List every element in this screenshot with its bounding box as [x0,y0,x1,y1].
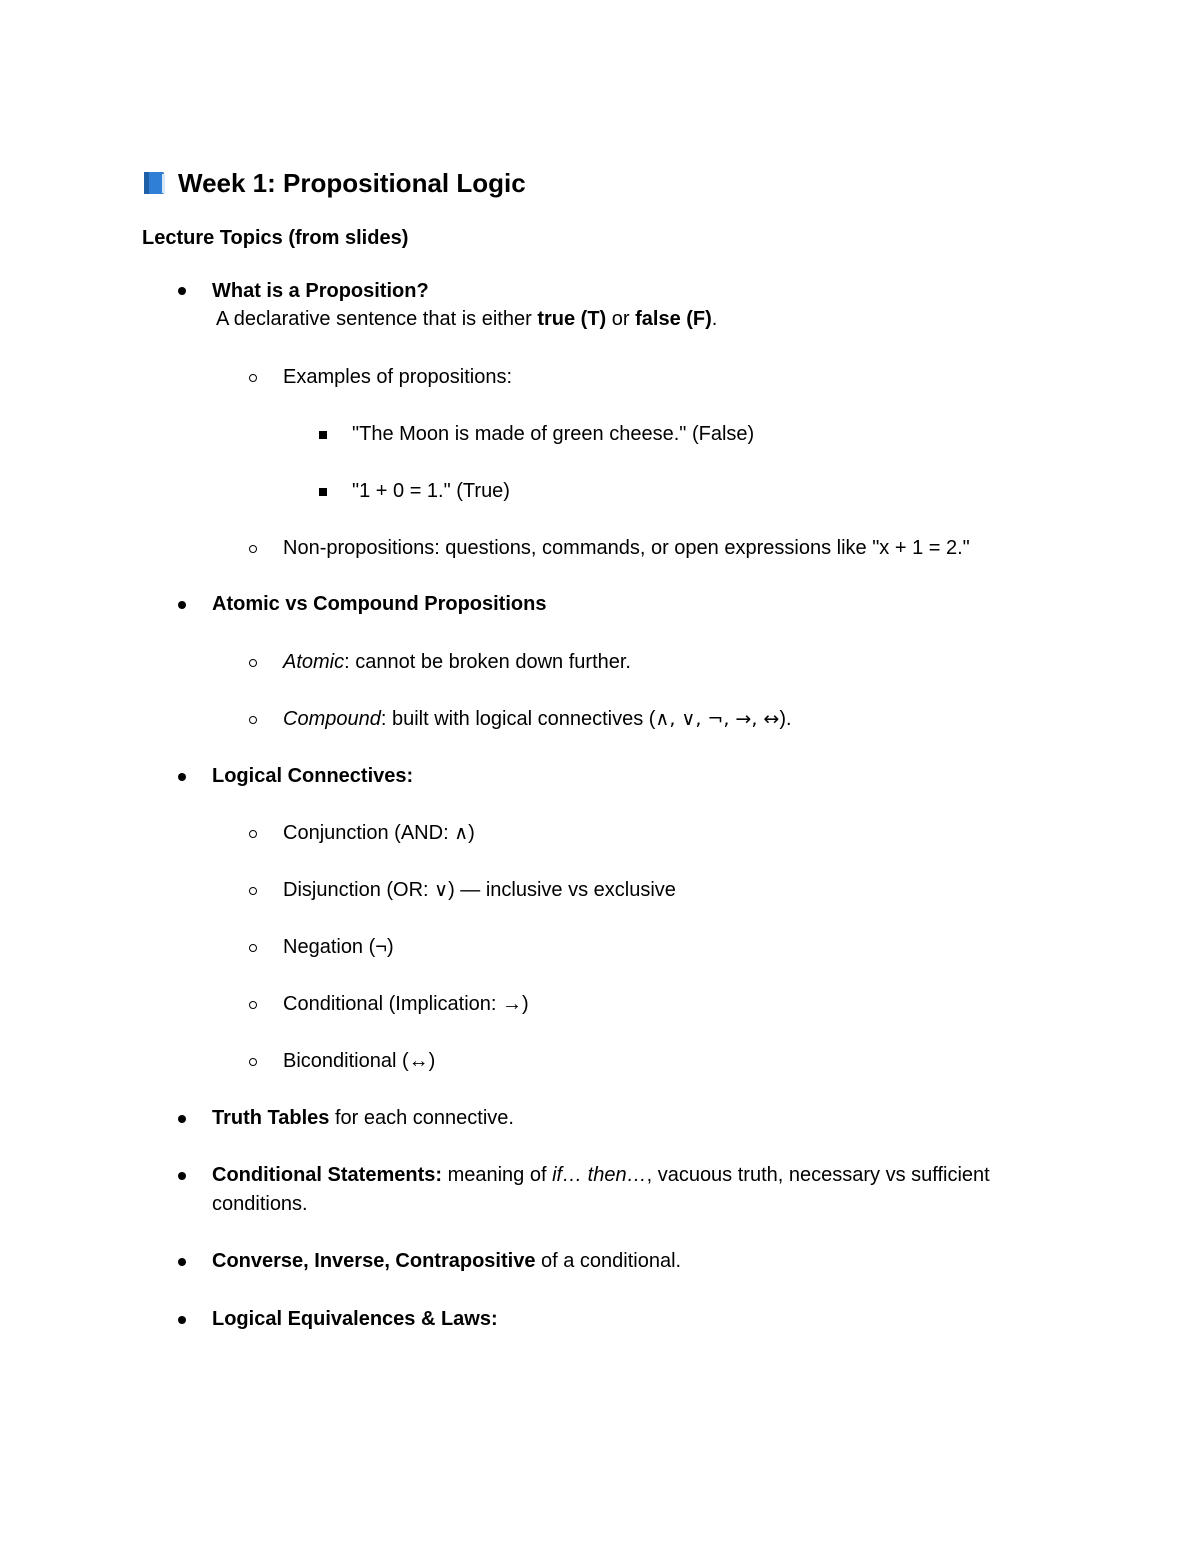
circle-bullet-icon [249,830,257,838]
conditional-statements-term: Conditional Statements: [212,1164,443,1186]
compound-end: ). [779,708,792,730]
page-title-text: Week 1: Propositional Logic [178,168,526,198]
square-bullet-icon [319,488,327,496]
negation-item: Negation (¬) [283,936,394,958]
true-term: true (T) [537,308,607,330]
topic-equivalences-title: Logical Equivalences & Laws: [212,1308,498,1330]
bullet-icon [178,1115,186,1123]
bullet-icon [178,1172,186,1180]
page-title [142,166,526,200]
disjunction-item [283,876,676,904]
truth-tables-term: Truth Tables [212,1107,330,1129]
bullet-icon [178,1316,186,1324]
conjunction-text: ) [468,822,475,844]
bullet-icon [178,773,186,781]
definition-text: A declarative sentence that is either [216,308,538,330]
truth-tables-desc: for each connective. [329,1107,514,1129]
conditional-text: meaning of [442,1164,553,1186]
biconditional-item: Biconditional (↔) [283,1050,436,1072]
compound-item [283,705,792,733]
conjunction-item [283,819,475,847]
circle-bullet-icon [249,1001,257,1009]
circle-bullet-icon [249,887,257,895]
conditional-item: Conditional (Implication: →) [283,993,529,1015]
circle-bullet-icon [249,716,257,724]
topic-converse [212,1247,681,1275]
section-title: Lecture Topics (from slides) [142,227,409,249]
disjunction-text: Disjunction (OR: [283,879,435,901]
or-symbol: ∨ [434,879,449,901]
non-propositions: Non-propositions: questions, commands, or open expressions like "x + 1 = 2." [283,537,970,559]
false-term: false (F) [635,308,712,330]
if-then-term: if… then… [552,1164,647,1186]
topic-atomic-compound-title: Atomic vs Compound Propositions [212,593,547,615]
bullet-icon [178,287,186,295]
circle-bullet-icon [249,944,257,952]
disjunction-text: ) — inclusive vs exclusive [448,879,676,901]
topic-truth-tables [212,1104,514,1132]
bullet-icon [178,1258,186,1266]
compound-term: Compound [283,708,381,730]
examples-label: Examples of propositions: [283,366,513,388]
converse-desc: of a conditional. [535,1250,682,1272]
square-bullet-icon [319,431,327,439]
atomic-term: Atomic [283,651,345,673]
example-item: "The Moon is made of green cheese." (False) [352,423,755,445]
circle-bullet-icon [249,1058,257,1066]
circle-bullet-icon [249,659,257,667]
definition-text: . [711,308,718,330]
blue-book-icon [142,170,168,196]
circle-bullet-icon [249,545,257,553]
definition-text: or [606,308,636,330]
topic-connectives-title: Logical Connectives: [212,765,414,787]
atomic-item [283,648,631,676]
conditional-statements-continued: conditions. [212,1193,308,1215]
bullet-icon [178,601,186,609]
topic-proposition-title: What is a Proposition? [212,280,429,302]
proposition-definition [216,305,717,333]
topic-conditional-statements [212,1161,990,1189]
atomic-desc: : cannot be broken down further. [344,651,631,673]
circle-bullet-icon [249,374,257,382]
and-symbol: ∧ [454,822,469,844]
compound-desc: : built with logical connectives ( [380,708,656,730]
connective-symbols: ∧, ∨, ¬, →, ↔ [655,708,780,730]
example-item: "1 + 0 = 1." (True) [352,480,510,502]
conjunction-text: Conjunction (AND: [283,822,455,844]
conditional-text: , vacuous truth, necessary vs sufficient [646,1164,990,1186]
converse-term: Converse, Inverse, Contrapositive [212,1250,536,1272]
